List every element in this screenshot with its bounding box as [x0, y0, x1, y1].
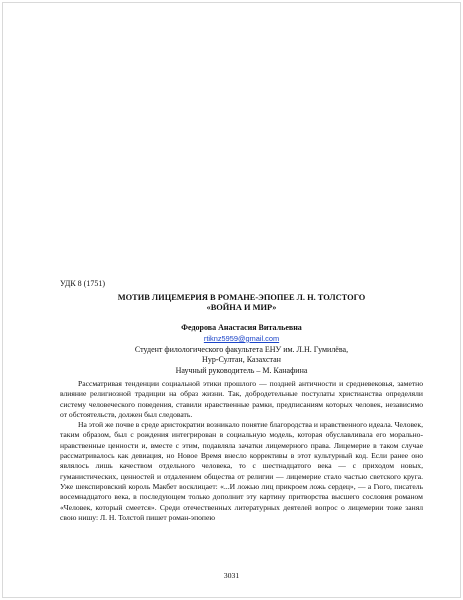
paragraph-1: Рассматривая тенденции социальной этики прошлого — поздней античности и средневековья, заметно влияние религиозной традиции на образ жизни. Так, добродетельные постулаты христианства определяли систему человеческого поведения, ставили нравственные рамки, предписаниям которых человек, независимо от обстоятельств, должен был следовать. — [60, 379, 423, 419]
page-number: 3031 — [223, 571, 240, 580]
udc-code: УДК 8 (1751) — [60, 279, 105, 288]
paragraph-2: На этой же почве в среде аристократии возникало понятие благородства и нравственного идеала. Человек, таким образом, был с рождения интегрирован в социальную модель, которая обуславливала его морально-нравственные ценности и, вместе с этим, подавляла зачатки лицемерного права. Лицемерие в таком случае рассматривалось как девиация, но Новое Время внесло коррективы в этот культурный код. Если ранее оно являлось лишь качеством отдельного человека, то с шестнадцатого века — с приходом новых, гуманистических, ценностей и отдалением общества от религии — лицемерие стало частью светского круга. Уже шекспировский король Макбет восклицает: «...И ложью лиц прикроем ложь сердец», — а Гюго, писатель восемнадцатого века, в последующем только дополнит эту картину притворства высшего сословия романом «Человек, который смеется». Среди отечественных литературных деятелей вопрос о лицемерии тоже занял свою нишу: Л. Н. Толстой пишет роман-эпопею — [60, 420, 423, 522]
author-city: Нур-Султан, Казахстан — [202, 355, 281, 365]
author-affiliation: Студент филологического факультета ЕНУ им. Л.Н. Гумилёва, — [134, 344, 349, 354]
title-line-1: МОТИВ ЛИЦЕМЕРИЯ В РОМАНЕ-ЭПОПЕЕ Л. Н. ТОЛСТОГО — [117, 293, 366, 302]
title-line-2: «ВОЙНА И МИР» — [206, 303, 277, 312]
author-email-link[interactable]: rtiknz5959@gmail.com — [203, 333, 280, 343]
author-block — [60, 323, 423, 377]
article-title — [60, 293, 423, 313]
author-name: Федорова Анастасия Витальевна — [181, 323, 302, 332]
article-body — [60, 379, 423, 523]
supervisor: Научный руководитель – М. Канафина — [175, 366, 308, 376]
